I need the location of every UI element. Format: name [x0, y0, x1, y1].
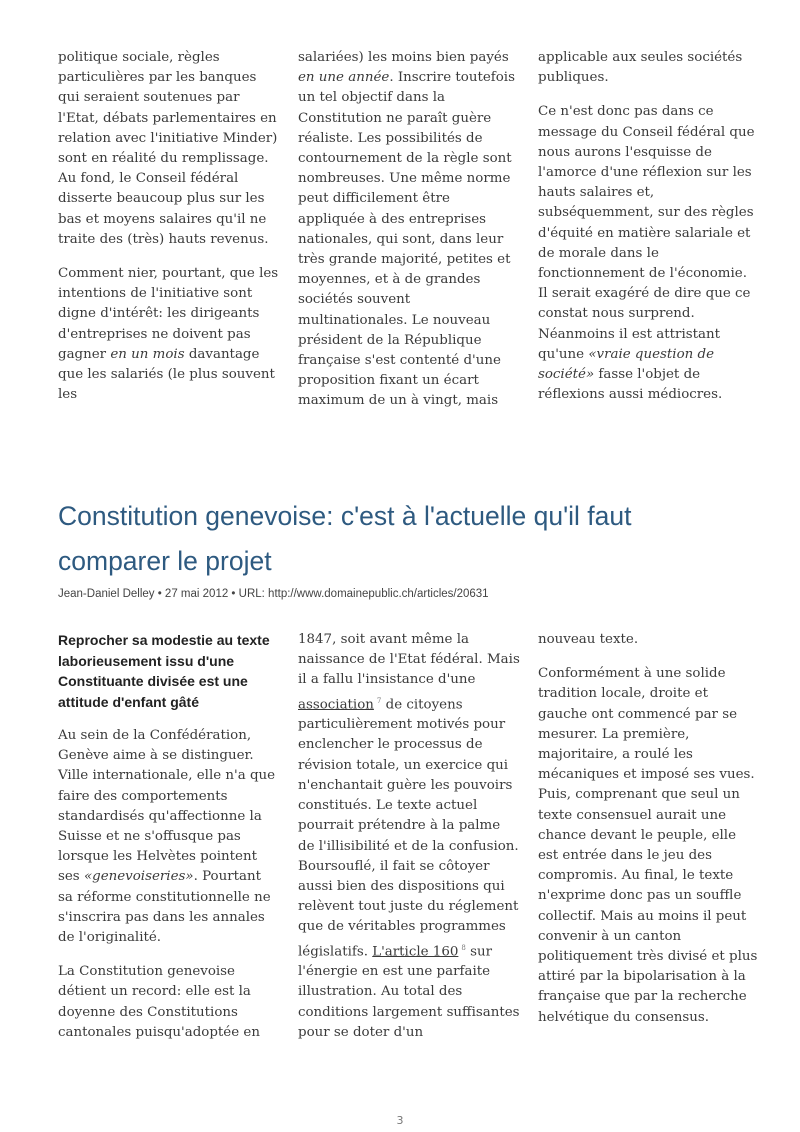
paragraph: [298, 48, 520, 412]
association-link[interactable]: association: [298, 697, 374, 713]
article-160-link[interactable]: L'article 160: [372, 943, 459, 959]
paragraph: politique sociale, règles particulières par les banques qui seraient soutenues par l'Etat, débats parlementaires en relation avec l'initiative Minder) sont en réalité du remplissage. Au fond, le Conseil fédéral disserte beaucoup plus sur les bas et moyens salaires qu'il ne traite des (très) hauts revenus.: [58, 50, 278, 247]
text: salariées) les moins bien payés: [298, 50, 509, 65]
text: 1847, soit avant même la naissance de l'Etat fédéral. Mais il a fallu l'insistance d'une: [298, 632, 520, 688]
italic-text: en une année: [298, 70, 390, 86]
italic-text: en un mois: [110, 346, 185, 362]
paragraph: nouveau texte.: [538, 632, 639, 647]
article-column-3: [538, 630, 760, 1042]
paragraph: [538, 102, 760, 405]
article-title: Constitution genevoise: c'est à l'actuelle qu'il faut comparer le projet: [58, 501, 632, 576]
paragraph: La Constitution genevoise détient un record: elle est la doyenne des Constitutions cantonales puisqu'adoptée en: [58, 964, 260, 1040]
text: Au sein de la Confédération, Genève aime à se distinguer. Ville internationale, elle n'a que faire des comportements standardisés qu'affectionne la Suisse et ne s'offusque pas lorsque les Helvètes pointent ses: [58, 728, 276, 885]
paragraph: [58, 264, 280, 405]
text: . Inscrire toutefois un tel objectif dans la Constitution ne paraît guère réaliste. Les possibilités de contournement de la règle sont nombreuses. Une même norme peut difficilement être appliquée à des entreprises nationales, qui sont, dans leur très grande majorité, petites et moyennes, et à de grandes sociétés souvent multinationales. Le nouveau président de la République française s'est contenté d'une proposition fixant un écart maximum de un à vingt, mais: [298, 70, 515, 409]
italic-text: «genevoiseries»: [83, 869, 194, 885]
prev-article-column-3: [538, 48, 760, 419]
text: fasse l'objet de réflexions aussi médiocres.: [538, 367, 723, 403]
prev-article-column-1: [58, 48, 280, 419]
prev-article-column-2: [298, 48, 520, 426]
italic-text: «vraie question de société»: [538, 346, 715, 383]
text: davantage que les salariés (le plus souvent les: [58, 346, 275, 403]
article-column-2: [298, 630, 520, 1057]
text: . Pourtant sa réforme constitutionnelle ne s'inscrira pas dans les annales de l'originalité.: [58, 869, 271, 946]
footnote-marker: 7: [376, 696, 382, 705]
text: de citoyens particulièrement motivés pour enclencher le processus de révision totale, un exercice qui n'enchantait guère les pouvoirs constitués. Le texte actuel pourrait prétendre à la palme de l'illisibilité et de la confusion. Boursouflé, il fait se côtoyer aussi bien des dispositions qui relèvent tout juste du réglement que de véritables programmes législatifs.: [298, 697, 519, 959]
article-byline: Jean-Daniel Delley • 27 mai 2012 • URL: http://www.domainepublic.ch/articles/20631: [58, 588, 489, 600]
text: Comment nier, pourtant, que les intentions de l'initiative sont digne d'intérêt: les dirigeants d'entreprises ne doivent pas gagner: [58, 266, 279, 362]
page-number: 3: [396, 1114, 404, 1127]
article-lede: Reprocher sa modestie au texte laborieusement issu d'une Constituante divisée est une attitude d'enfant gâté: [58, 632, 270, 710]
paragraph: [298, 630, 520, 1043]
paragraph: Conformément à une solide tradition locale, droite et gauche ont commencé par se mesurer. La première, majoritaire, a roulé les mécaniques et imposé ses vues. Puis, comprenant que seul un texte consensuel aurait une chance devant le peuple, elle est entrée dans le jeu des compromis. Au final, le texte n'exprime donc pas un souffle collectif. Mais au moins il peut convenir à un canton politiquement très divisé et plus attiré par la bipolarisation à la française que par la recherche helvétique du consensus.: [538, 666, 758, 1025]
article-column-1: [58, 630, 280, 1057]
paragraph: [58, 726, 280, 948]
text: sur l'énergie en est une parfaite illustration. Au total des conditions largement suffisantes pour se doter d'un: [298, 943, 520, 1040]
paragraph: applicable aux seules sociétés publiques.: [538, 50, 743, 86]
footnote-marker: 8: [461, 943, 466, 952]
text: Ce n'est donc pas dans ce message du Conseil fédéral que nous aurons l'esquisse de l'amorce d'une réflexion sur les hauts salaires et, subséquemment, sur des règles d'équité en matière salariale et de morale dans le fonctionnement de l'économie. Il serait exagéré de dire que ce constat nous surprend. Néanmoins il est attristant qu'une: [538, 104, 755, 362]
